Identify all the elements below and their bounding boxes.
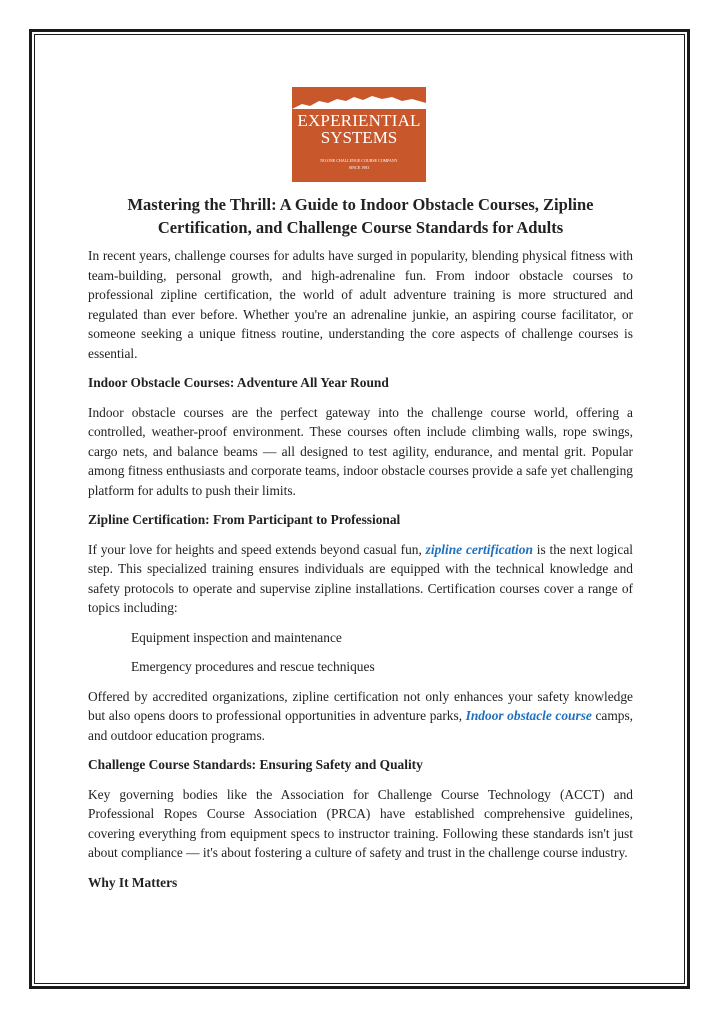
logo-line-2: SYSTEMS: [320, 128, 398, 147]
section-body-standards: Key governing bodies like the Association for Challenge Course Technology (ACCT) and Professional Ropes Course Association (PRCA) have established comprehensive guidelines, covering everything from equipment specs to instructor training. Following these standards isn't just about compliance — it's about fostering a culture of safety and trust in the challenge course industry.: [88, 786, 633, 860]
text-run: is the next logical step. This specialized training ensures individuals are equipped with the technical knowledge and safety protocols to operate and supervise zipline installations. Certification courses cover a range of topics including:: [88, 541, 633, 615]
section-heading-why: Why It Matters: [88, 874, 178, 890]
section-body-zipline-2: [88, 687, 633, 746]
indoor-obstacle-course-link[interactable]: Indoor obstacle course: [465, 708, 592, 723]
section-body-zipline: [88, 540, 633, 618]
logo-line-1: EXPERIENTIAL: [297, 111, 421, 130]
list-item: Equipment inspection and maintenance: [131, 629, 342, 645]
logo-tagline: NO.ONE CHALLENGE COURSE COMPANY: [320, 158, 398, 163]
list-item: Emergency procedures and rescue techniques: [131, 659, 375, 674]
text-run: If your love for heights and speed extends beyond casual fun,: [88, 541, 426, 557]
page-title: Mastering the Thrill: A Guide to Indoor Obstacle Courses, Zipline Certification, and Challenge Course Standards for Adults: [127, 195, 594, 237]
company-logo: [292, 87, 426, 182]
section-heading-zipline: Zipline Certification: From Participant to Professional: [88, 512, 401, 527]
text-run: Offered by accredited organizations, zipline certification not only enhances your safety knowledge but also opens doors to professional opportunities in adventure parks,: [88, 688, 633, 723]
text-run: camps, and outdoor education programs.: [88, 708, 634, 743]
zipline-certification-link[interactable]: zipline certification: [425, 541, 533, 557]
section-heading-standards: Challenge Course Standards: Ensuring Safety and Quality: [88, 757, 423, 772]
section-heading-indoor: Indoor Obstacle Courses: Adventure All Year Round: [88, 375, 389, 390]
logo-tagline-2: SINCE 1983: [348, 165, 370, 170]
article-body: [88, 193, 633, 902]
section-body-indoor: Indoor obstacle courses are the perfect gateway into the challenge course world, offering a controlled, weather-proof environment. These courses often include climbing walls, rope swings, cargo nets, and balance beams — all designed to test agility, endurance, and mental grit. Popular among fitness enthusiasts and corporate teams, indoor obstacle courses provide a safe yet challenging platform for adults to push their limits.: [88, 404, 633, 498]
intro-paragraph: In recent years, challenge courses for adults have surged in popularity, blending physical fitness with team-building, personal growth, and high-adrenaline fun. From indoor obstacle courses to professional zipline certification, the world of adult adventure training is more structured and regulated than ever before. Whether you're an adrenaline junkie, an aspiring course facilitator, or someone seeking a unique fitness routine, understanding the core aspects of challenge courses is essential.: [88, 248, 633, 361]
